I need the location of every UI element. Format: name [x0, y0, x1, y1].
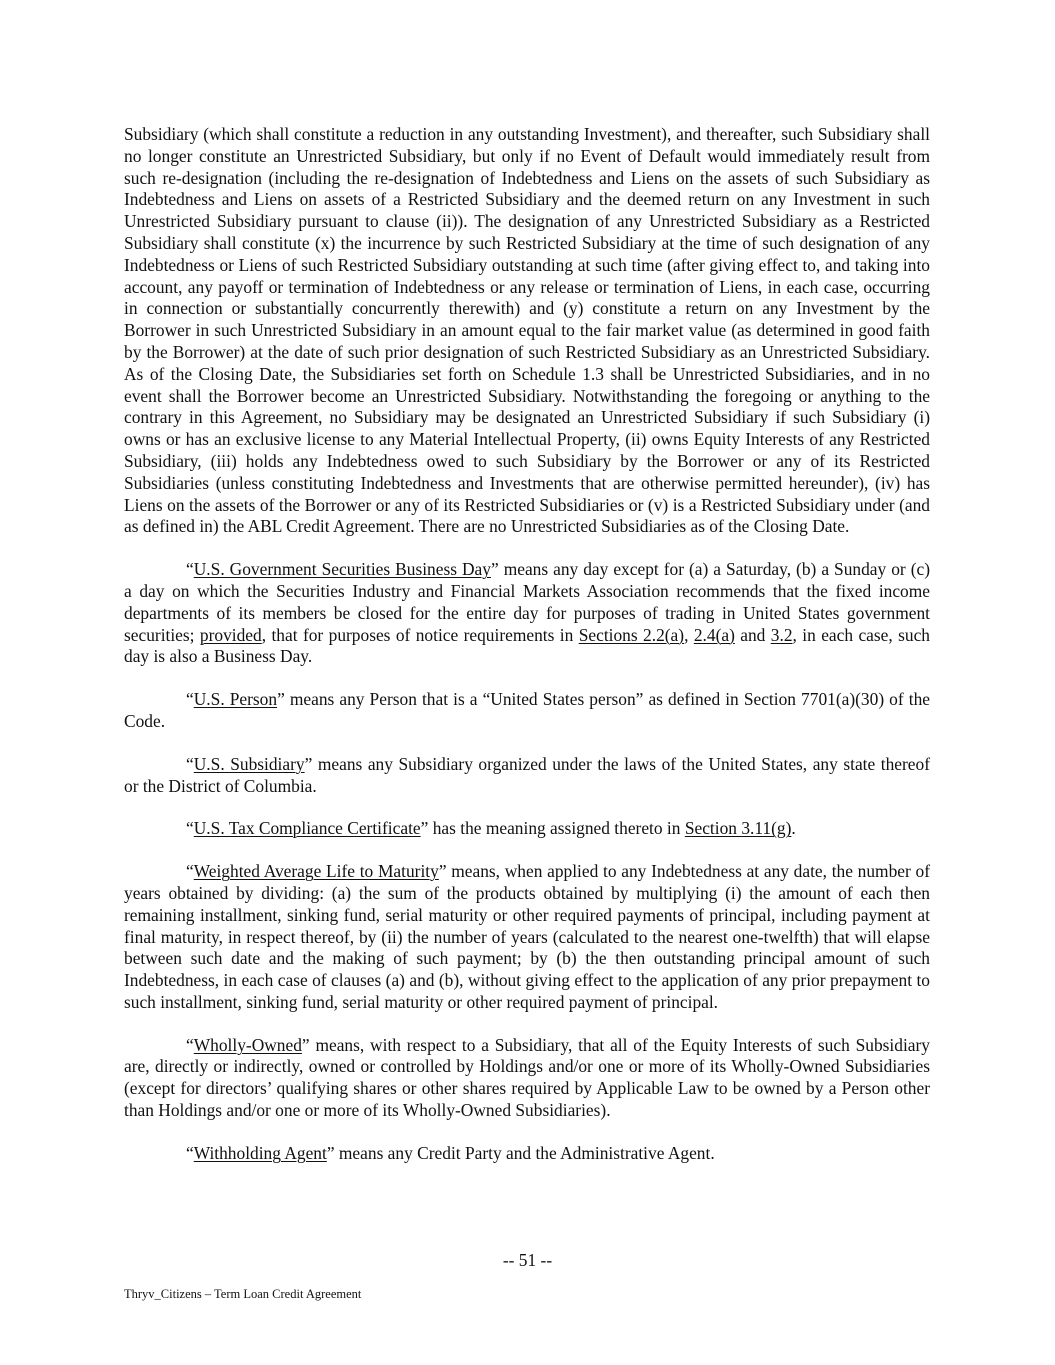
- definition-text: , in each case, such day is also a Business Day.: [124, 624, 930, 667]
- definition-text: ” means, with respect to a Subsidiary, that all of the Equity Interests of such Subsidiary are, directly or indirectly, owned or controlled by Holdings and/or one or more of its Wholly-Owned Subsidiaries (except for directors’ qualifying shares or other shares required by Applicable Law to be owned by a Person other than Holdings and/or one or more of its Wholly-Owned Subsidiaries).: [124, 1034, 930, 1121]
- separator: ,: [684, 624, 694, 645]
- definition-text: ” has the meaning assigned thereto in: [420, 818, 685, 839]
- definition-text: ” means any day except for (a) a Saturday, (b) a Sunday or (c) a day on which the Securities Industry and Financial Markets Association recommends that the fixed income departments of its members be closed for the entire day for purposes of trading in United States government securities;: [124, 559, 930, 645]
- open-quote: “: [186, 1142, 194, 1163]
- section-reference: Sections 2.2(a): [578, 624, 685, 645]
- defined-term: Weighted Average Life to Maturity: [193, 861, 439, 882]
- defined-term: Wholly-Owned: [193, 1034, 302, 1055]
- definition-text: ” means any Credit Party and the Administrative Agent.: [326, 1142, 715, 1163]
- definition-us-government-securities-business-day: [124, 559, 930, 668]
- section-reference: 3.2: [770, 624, 793, 645]
- paragraph-text: Subsidiary (which shall constitute a reduction in any outstanding Investment), and thereafter, such Subsidiary shall no longer constitute an Unrestricted Subsidiary, but only if no Event of Default would immediately result from such re-designation (including the re-designation of Indebtedness and Liens on the assets of such Subsidiary as Indebtedness and Liens on assets of a Restricted Subsidiary and the deemed return on any Investment in such Unrestricted Subsidiary pursuant to clause (ii)). The designation of any Unrestricted Subsidiary as a Restricted Subsidiary shall constitute (x) the incurrence by such Restricted Subsidiary at the time of such designation of any Indebtedness or Liens of such Restricted Subsidiary outstanding at such time (after giving effect to, and taking into account, any payoff or termination of Indebtedness or any release or termination of Liens, in each case, occurring in connection or substantially concurrently therewith) and (y) constitute a return on any Investment by the Borrower in such Unrestricted Subsidiary in an amount equal to the fair market value (as determined in good faith by the Borrower) at the date of such prior designation of such Restricted Subsidiary as an Unrestricted Subsidiary. As of the Closing Date, the Subsidiaries set forth on Schedule 1.3 shall be Unrestricted Subsidiaries, and in no event shall the Borrower become an Unrestricted Subsidiary. Notwithstanding the foregoing or anything to the contrary in this Agreement, no Subsidiary may be designated an Unrestricted Subsidiary if such Subsidiary (i) owns or has an exclusive license to any Material Intellectual Property, (ii) owns Equity Interests of any Restricted Subsidiary, (iii) holds any Indebtedness owed to such Subsidiary by the Borrower or any of its Restricted Subsidiaries (unless constituting Indebtedness and Investments that are otherwise permitted hereunder), (iv) has Liens on the assets of the Borrower or any of its Restricted Subsidiaries or (v) is a Restricted Subsidiary under (and as defined in) the ABL Credit Agreement. There are no Unrestricted Subsidiaries as of the Closing Date.: [124, 124, 930, 537]
- open-quote: “: [186, 753, 194, 774]
- document-page: [124, 124, 930, 1186]
- document-footer: Thryv_Citizens – Term Loan Credit Agreement: [124, 1287, 362, 1301]
- definition-text: .: [791, 818, 796, 839]
- open-quote: “: [186, 861, 194, 882]
- definition-wholly-owned: [124, 1035, 930, 1122]
- provided-term: provided: [199, 624, 262, 645]
- page-number: -- 51 --: [502, 1250, 553, 1270]
- definition-text: ” means any Subsidiary organized under the laws of the United States, any state thereof or the District of Columbia.: [124, 753, 931, 796]
- definition-withholding-agent: [124, 1143, 930, 1165]
- definition-text: ” means, when applied to any Indebtedness at any date, the number of years obtained by dividing: (a) the sum of the products obtained by multiplying (i) the amount of each then remaining installment, sinking fund, serial maturity or other required payments of principal, including payment at final maturity, in respect thereof, by (ii) the number of years (calculated to the nearest one-twelfth) that will elapse between such date and the making of such payment; by (b) the then outstanding principal amount of such Indebtedness, in each case of clauses (a) and (b), without giving effect to the application of any prior prepayment to such installment, sinking fund, serial maturity or other required payment of principal.: [124, 861, 930, 1012]
- definition-us-tax-compliance-certificate: [124, 818, 930, 840]
- open-quote: “: [186, 1034, 194, 1055]
- definition-us-subsidiary: [124, 754, 930, 798]
- defined-term: U.S. Subsidiary: [193, 753, 305, 774]
- definition-weighted-average-life-to-maturity: [124, 861, 930, 1014]
- section-reference: 2.4(a): [693, 624, 735, 645]
- paragraph-unrestricted-subsidiary-continued: [124, 124, 930, 538]
- definition-text: , that for purposes of notice requirements in: [261, 624, 579, 645]
- section-reference: Section 3.11(g): [684, 818, 792, 839]
- defined-term: U.S. Tax Compliance Certificate: [193, 818, 421, 839]
- open-quote: “: [186, 689, 194, 710]
- open-quote: “: [186, 559, 194, 580]
- defined-term: Withholding Agent: [193, 1142, 327, 1163]
- open-quote: “: [186, 818, 194, 839]
- separator: and: [734, 624, 771, 645]
- defined-term: U.S. Person: [193, 689, 278, 710]
- definition-text: ” means any Person that is a “United States person” as defined in Section 7701(a)(30) of the Code.: [124, 689, 930, 731]
- definition-us-person: [124, 689, 930, 733]
- defined-term: U.S. Government Securities Business Day: [193, 559, 491, 580]
